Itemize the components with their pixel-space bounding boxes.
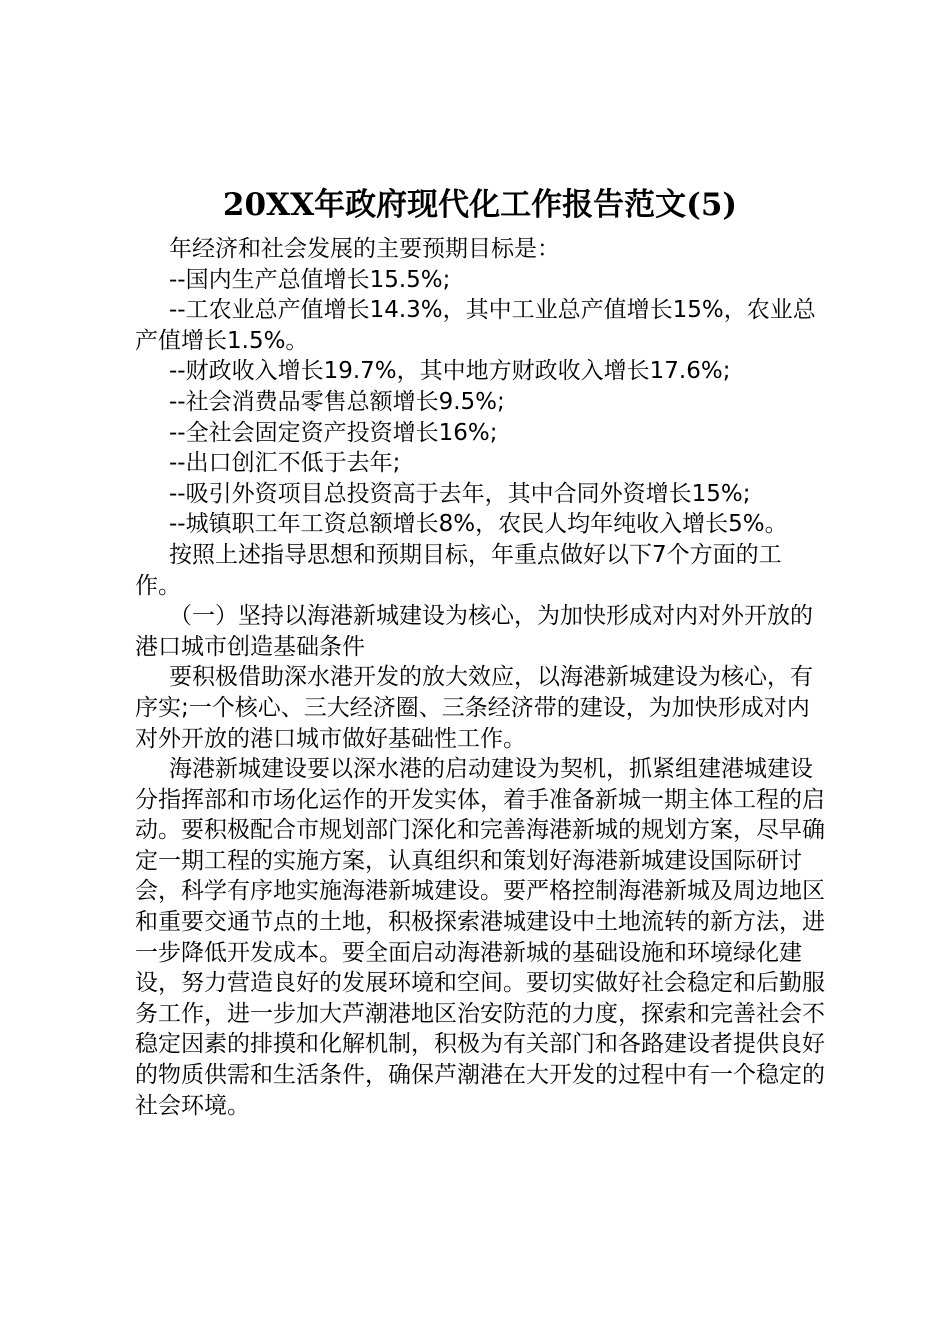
paragraph-revenue: --财政收入增长19.7%，其中地方财政收入增长17.6%; xyxy=(169,358,731,385)
paragraph-key-tasks: 按照上述指导思想和预期目标，年重点做好以下7个方面的工作。 xyxy=(135,541,782,599)
paragraph-industrial-output: --工农业总产值增长14.3%，其中工业总产值增长15%，农业总产值增长1.5%。 xyxy=(135,297,816,354)
paragraph-investment: --全社会固定资产投资增长16%; xyxy=(169,419,498,446)
paragraph-goals-intro: 年经济和社会发展的主要预期目标是： xyxy=(169,236,560,262)
paragraph-retail: --社会消费品零售总额增长9.5%; xyxy=(169,388,505,415)
paragraph-wages: --城镇职工年工资总额增长8%，农民人均年纯收入增长5%。 xyxy=(169,511,788,538)
paragraph-gdp: --国内生产总值增长15.5%; xyxy=(169,266,451,293)
paragraph-section-one-heading: （一）坚持以海港新城建设为核心，为加快形成对内对外开放的港口城市创造基础条件 xyxy=(135,603,813,660)
document-title: 20XX年政府现代化工作报告范文(5) xyxy=(222,187,738,223)
document-body xyxy=(135,234,825,1121)
paragraph-export: --出口创汇不低于去年; xyxy=(169,450,401,477)
paragraph-new-city-construction: 海港新城建设要以深水港的启动建设为契机，抓紧组建港城建设分指挥部和市场化运作的开发实体，着手准备新城一期主体工程的启动。要积极配合市规划部门深化和完善海港新城的规划方案，尽早确定一期工程的实施方案，认真组织和策划好海港新城建设国际研讨会，科学有序地实施海港新城建设。要严格控制海港新城及周边地区和重要交通节点的土地，积极探索港城建设中土地流转的新方法，进一步降低开发成本。要全面启动海港新城的基础设施和环境绿化建设，努力营造良好的发展环境和空间。要切实做好社会稳定和后勤服务工作，进一步加大芦潮港地区治安防范的力度，探索和完善社会不稳定因素的排摸和化解机制，积极为有关部门和各路建设者提供良好的物质供需和生活条件，确保芦潮港在大开发的过程中有一个稳定的社会环境。 xyxy=(135,756,825,1119)
paragraph-deepwater-port: 要积极借助深水港开发的放大效应，以海港新城建设为核心，有序实;一个核心、三大经济圈、三条经济带的建设，为加快形成对内对外开放的港口城市做好基础性工作。 xyxy=(135,664,813,752)
paragraph-foreign-investment: --吸引外资项目总投资高于去年，其中合同外资增长15%; xyxy=(169,480,751,507)
